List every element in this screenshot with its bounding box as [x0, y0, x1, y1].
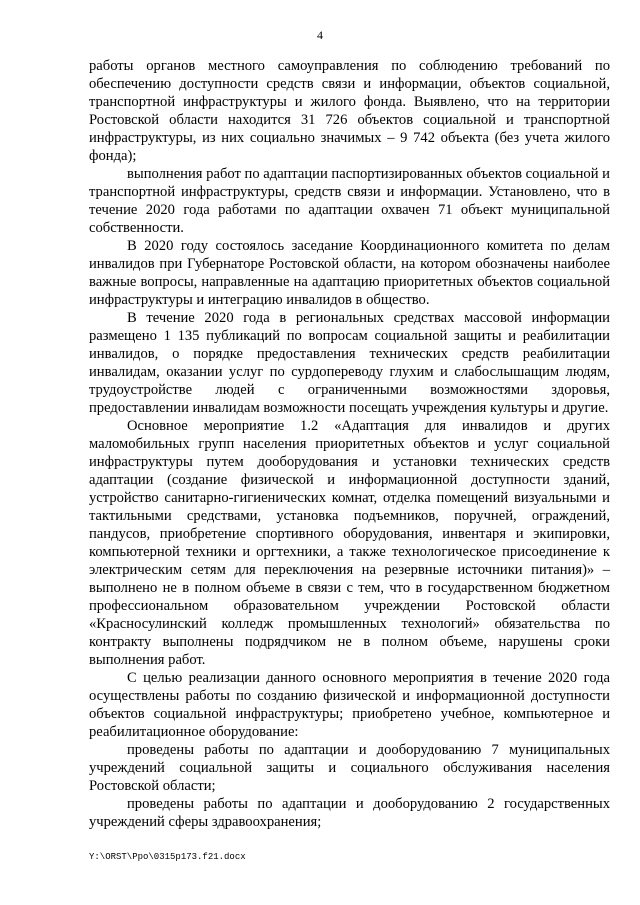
paragraph-8: проведены работы по адаптации и дооборудованию 2 государственных учреждений сферы здравоохранения; [89, 796, 610, 830]
document-body [89, 57, 610, 831]
paragraph-5: Основное мероприятие 1.2 «Адаптация для инвалидов и других маломобильных групп населения приоритетных объектов и услуг социальной инфраструктуры путем дооборудования и установки технических средств адаптации (создание физической и информационной доступности зданий, устройство санитарно-гигиенических комнат, отделка помещений визуальными и тактильными средствами, установка подъемников, поручней, ограждений, пандусов, приобретение спортивного оборудования, инвентаря и экипировки, компьютерной техники и оргтехники, а также технологическое присоединение к электрическим сетям для переключения на резервные источники питания)» – выполнено не в полном объеме в связи с тем, что в государственном бюджетном профессиональном образовательном учреждении Ростовской области «Красносулинский колледж промышленных технологий» обязательства по контракту выполнены подрядчиком не в полном объеме, нарушены сроки выполнения работ. [89, 418, 610, 668]
paragraph-7: проведены работы по адаптации и дооборудованию 7 муниципальных учреждений социальной защиты и социального обслуживания населения Ростовской области; [89, 742, 610, 794]
paragraph-6: С целью реализации данного основного мероприятия в течение 2020 года осуществлены работы по созданию физической и информационной доступности объектов социальной инфраструктуры; приобретено учебное, компьютерное и реабилитационное оборудование: [89, 670, 610, 740]
page-number: 4 [317, 28, 323, 42]
footer-file-path: Y:\ORST\Ppo\0315p173.f21.docx [89, 852, 246, 862]
paragraph-1: работы органов местного самоуправления по соблюдению требований по обеспечению доступности средств связи и информации, объектов социальной, транспортной инфраструктуры и жилого фонда. Выявлено, что на территории Ростовской области находится 31 726 объектов социальной и транспортной инфраструктуры, из них социально значимых – 9 742 объекта (без учета жилого фонда); [89, 58, 610, 164]
paragraph-2: выполнения работ по адаптации паспортизированных объектов социальной и транспортной инфраструктуры, средств связи и информации. Установлено, что в течение 2020 года работами по адаптации охвачен 71 объект муниципальной собственности. [89, 166, 610, 236]
paragraph-3: В 2020 году состоялось заседание Координационного комитета по делам инвалидов при Губернаторе Ростовской области, на котором обозначены наиболее важные вопросы, направленные на адаптацию приоритетных объектов социальной инфраструктуры и интеграцию инвалидов в общество. [89, 238, 610, 308]
paragraph-4: В течение 2020 года в региональных средствах массовой информации размещено 1 135 публикаций по вопросам социальной защиты и реабилитации инвалидов, о порядке предоставления технических средств реабилитации инвалидам, оказании услуг по сурдопереводу глухим и слабослышащим людям, трудоустройстве людей с ограниченными возможностями здоровья, предоставлении инвалидам возможности посещать учреждения культуры и другие. [89, 310, 610, 416]
